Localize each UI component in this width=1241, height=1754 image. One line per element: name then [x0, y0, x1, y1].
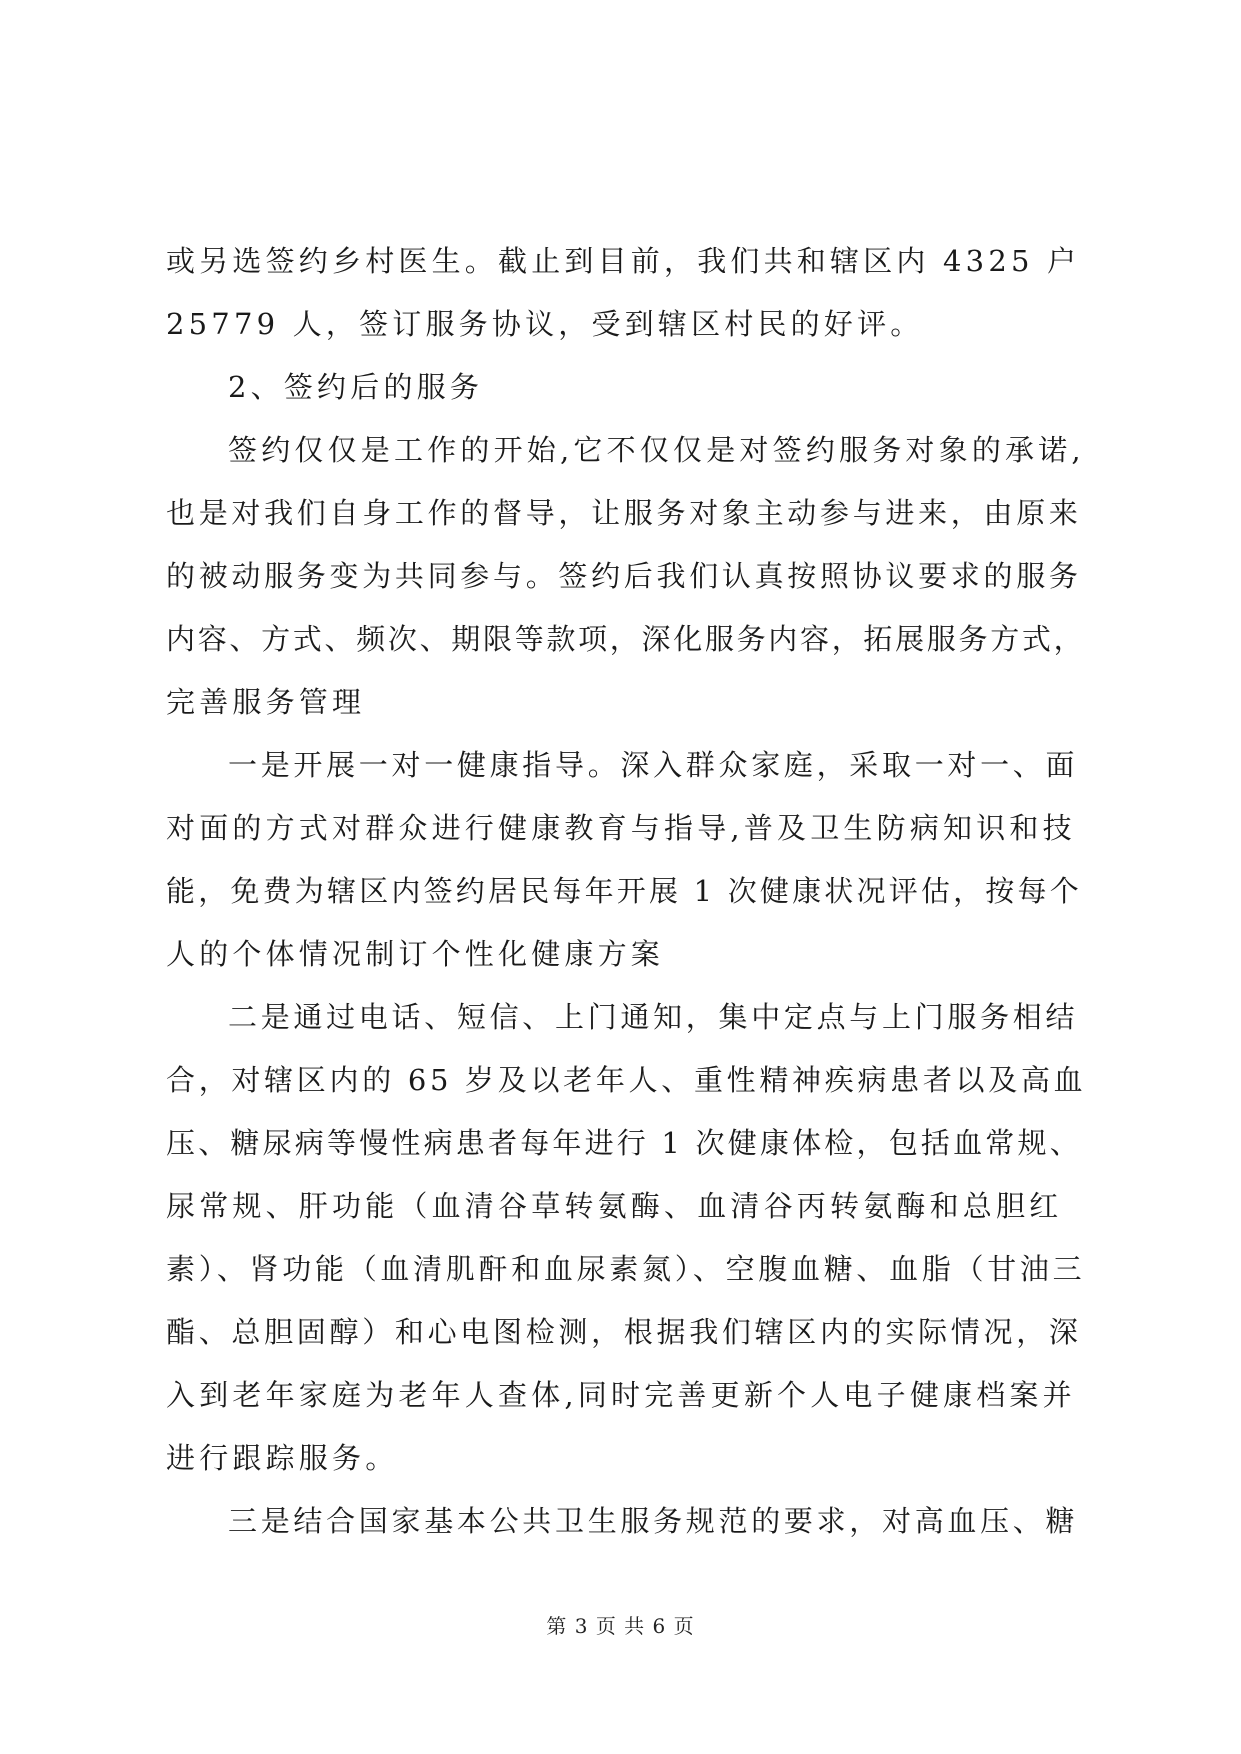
text-line: 对面的方式对群众进行健康教育与指导,普及卫生防病知识和技	[166, 811, 1076, 845]
text-line: 内容、方式、频次、期限等款项，深化服务内容，拓展服务方式，	[166, 622, 1086, 656]
text-line: 签约仅仅是工作的开始,它不仅仅是对签约服务对象的承诺,	[228, 433, 1085, 467]
text-line: 素）、肾功能（血清肌酐和血尿素氮）、空腹血糖、血脂（甘油三	[166, 1252, 1086, 1286]
text-line: 合，对辖区内的 65 岁及以老年人、重性精神疾病患者以及高血	[166, 1063, 1086, 1097]
text-line: 25779 人，签订服务协议，受到辖区村民的好评。	[166, 307, 924, 341]
text-line: 一是开展一对一健康指导。深入群众家庭，采取一对一、面	[228, 748, 1079, 782]
text-line: 压、糖尿病等慢性病患者每年进行 1 次健康体检，包括血常规、	[166, 1126, 1082, 1160]
text-line: 人的个体情况制订个性化健康方案	[166, 937, 665, 971]
text-line: 的被动服务变为共同参与。签约后我们认真按照协议要求的服务	[166, 559, 1082, 593]
text-line: 能，免费为辖区内签约居民每年开展 1 次健康状况评估，按每个	[166, 874, 1082, 908]
text-line: 入到老年家庭为老年人查体,同时完善更新个人电子健康档案并	[166, 1378, 1076, 1412]
text-line: 完善服务管理	[166, 685, 366, 719]
text-line: 三是结合国家基本公共卫生服务规范的要求，对高血压、糖	[228, 1504, 1079, 1538]
text-line: 也是对我们自身工作的督导，让服务对象主动参与进来，由原来	[166, 496, 1082, 530]
text-line: 酯、总胆固醇）和心电图检测，根据我们辖区内的实际情况，深	[166, 1315, 1082, 1349]
page-footer: 第 3 页 共 6 页	[546, 1614, 695, 1638]
text-line: 二是通过电话、短信、上门通知，集中定点与上门服务相结	[228, 1000, 1079, 1034]
text-line: 2、签约后的服务	[228, 370, 484, 404]
text-line: 或另选签约乡村医生。截止到目前，我们共和辖区内 4325 户	[166, 244, 1081, 278]
text-line: 进行跟踪服务。	[166, 1441, 399, 1475]
text-line: 尿常规、肝功能（血清谷草转氨酶、血清谷丙转氨酶和总胆红	[166, 1189, 1063, 1223]
document-body	[166, 230, 1086, 1553]
